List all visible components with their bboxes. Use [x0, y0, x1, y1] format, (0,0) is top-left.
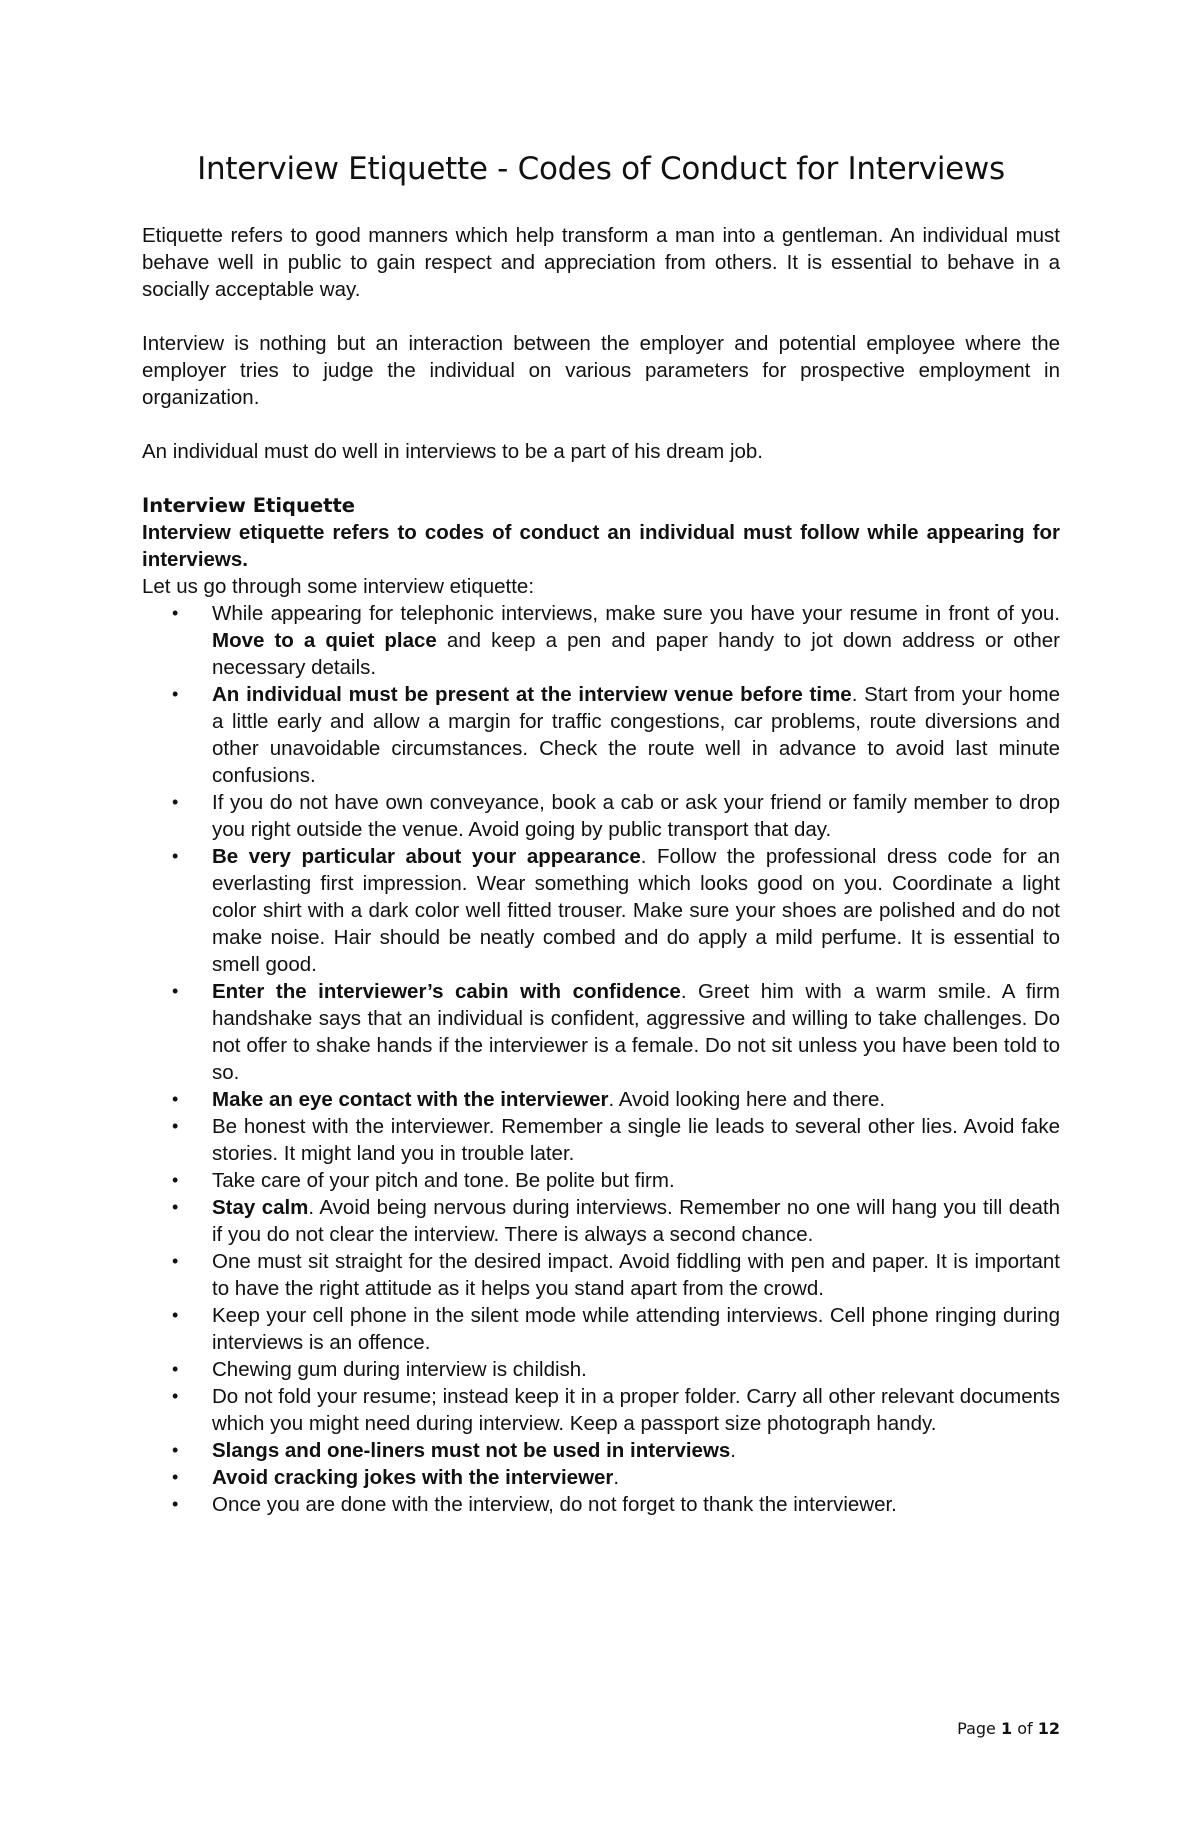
list-item-text: . Avoid looking here and there.: [608, 1088, 886, 1111]
bullet-icon: •: [172, 1494, 179, 1514]
section-lead: [142, 519, 1060, 573]
list-item-text: Once you are done with the interview, do not forget to thank the interviewer.: [212, 1493, 897, 1516]
list-item-text-2: and keep a pen and paper handy to jot down address or other necessary details.: [212, 629, 1060, 679]
list-item: [142, 789, 1060, 843]
list-item-bold: Make an eye contact with the interviewer: [212, 1088, 609, 1111]
list-item-bold: Enter the interviewer’s cabin with confidence: [212, 980, 681, 1003]
bullet-icon: •: [172, 981, 179, 1001]
list-item: [142, 1302, 1060, 1356]
list-item: [142, 978, 1060, 1086]
list-item-text: Do not fold your resume; instead keep it in a proper folder. Carry all other relevant documents which you might need during interview. Keep a passport size photograph handy.: [212, 1385, 1060, 1435]
list-item-text: One must sit straight for the desired impact. Avoid fiddling with pen and paper. It is important to have the right attitude as it helps you stand apart from the crowd.: [212, 1250, 1060, 1300]
intro-paragraph-2: Interview is nothing but an interaction between the employer and potential employee where the employer tries to judge the individual on various parameters for prospective employment in organization.: [142, 332, 1060, 409]
bullet-icon: •: [172, 1089, 179, 1109]
bullet-icon: •: [172, 846, 179, 866]
bullet-icon: •: [172, 603, 179, 623]
bullet-icon: •: [172, 1305, 179, 1325]
list-item-text: . Greet him with a warm smile. A firm handshake says that an individual is confident, aggressive and willing to take challenges. Do not offer to shake hands if the interviewer is a female. Do not sit unless you have been told to so.: [212, 980, 1060, 1084]
section-lead-end: .: [242, 548, 248, 571]
list-item-text: Keep your cell phone in the silent mode while attending interviews. Cell phone ringing during interviews is an offence.: [212, 1304, 1060, 1354]
page-number-footer: [957, 1719, 1060, 1738]
list-item: [142, 1167, 1060, 1194]
list-item-text: .: [730, 1439, 736, 1462]
document-body: [142, 146, 1060, 1518]
list-item-text: . Follow the professional dress code for an everlasting first impression. Wear something which looks good on you. Coordinate a light color shirt with a dark color well fitted trouser. Make sure your shoes are polished and do not make noise. Hair should be neatly combed and do apply a mild perfume. It is essential to smell good.: [212, 845, 1060, 976]
list-item: [142, 1491, 1060, 1518]
list-item-bold: Avoid cracking jokes with the interviewer: [212, 1466, 614, 1489]
bullet-icon: •: [172, 684, 179, 704]
list-item-text: Take care of your pitch and tone. Be polite but firm.: [212, 1169, 675, 1192]
list-item-bold: Stay calm: [212, 1196, 309, 1219]
intro-paragraph-1: Etiquette refers to good manners which help transform a man into a gentleman. An individual must behave well in public to gain respect and appreciation from others. It is essential to behave in a socially acceptable way.: [142, 224, 1060, 301]
list-item: [142, 600, 1060, 681]
of-label: of: [1017, 1719, 1033, 1738]
bullet-icon: •: [172, 1467, 179, 1487]
bullet-icon: •: [172, 1197, 179, 1217]
list-item: [142, 843, 1060, 978]
list-item: [142, 1194, 1060, 1248]
list-item: [142, 1248, 1060, 1302]
list-item: [142, 1086, 1060, 1113]
list-item-text: Be honest with the interviewer. Remember a single lie leads to several other lies. Avoid fake stories. It might land you in trouble later.: [212, 1115, 1060, 1165]
total-pages-number: 12: [1037, 1719, 1060, 1738]
list-item-bold: Be very particular about your appearance: [212, 845, 641, 868]
bullet-icon: •: [172, 1251, 179, 1271]
list-item-text: . Avoid being nervous during interviews. Remember no one will hang you till death if you do not clear the interview. There is always a second chance.: [212, 1196, 1060, 1246]
bullet-icon: •: [172, 1386, 179, 1406]
list-item-bold: An individual must be present at the interview venue before time: [212, 683, 852, 706]
bullet-icon: •: [172, 1359, 179, 1379]
list-item-text: .: [613, 1466, 620, 1489]
page-label: Page: [957, 1719, 996, 1738]
list-item-text: While appearing for telephonic interviews, make sure you have your resume in front of you.: [212, 602, 1060, 625]
intro-paragraph-3: An individual must do well in interviews to be a part of his dream job.: [142, 440, 764, 463]
list-item-text: If you do not have own conveyance, book a cab or ask your friend or family member to drop you right outside the venue. Avoid going by public transport that day.: [212, 791, 1060, 841]
list-item: [142, 1356, 1060, 1383]
list-item: [142, 1383, 1060, 1437]
list-item: [142, 681, 1060, 789]
list-item: [142, 1464, 1060, 1491]
bullet-icon: •: [172, 1170, 179, 1190]
list-item: [142, 1437, 1060, 1464]
list-item-bold-2: Move to a quiet place: [212, 629, 437, 652]
list-item: [142, 1113, 1060, 1167]
section-intro: Let us go through some interview etiquette:: [142, 575, 535, 598]
section-lead-bold: Interview etiquette refers to codes of conduct an individual must follow while appearing for interviews: [142, 521, 1060, 571]
list-item-text: . Start from your home a little early and allow a margin for traffic congestions, car problems, route diversions and other unavoidable circumstances. Check the route well in advance to avoid last minute confusions.: [212, 683, 1060, 787]
bullet-icon: •: [172, 1440, 179, 1460]
etiquette-bullet-list: [142, 600, 1060, 1518]
bullet-icon: •: [172, 792, 179, 812]
list-item-bold: Slangs and one-liners must not be used in interviews: [212, 1439, 731, 1462]
list-item-text: Chewing gum during interview is childish.: [212, 1358, 587, 1381]
bullet-icon: •: [172, 1116, 179, 1136]
document-title: Interview Etiquette - Codes of Conduct for Interviews: [197, 151, 1005, 187]
current-page-number: 1: [1000, 1719, 1013, 1738]
section-heading: Interview Etiquette: [142, 494, 355, 517]
